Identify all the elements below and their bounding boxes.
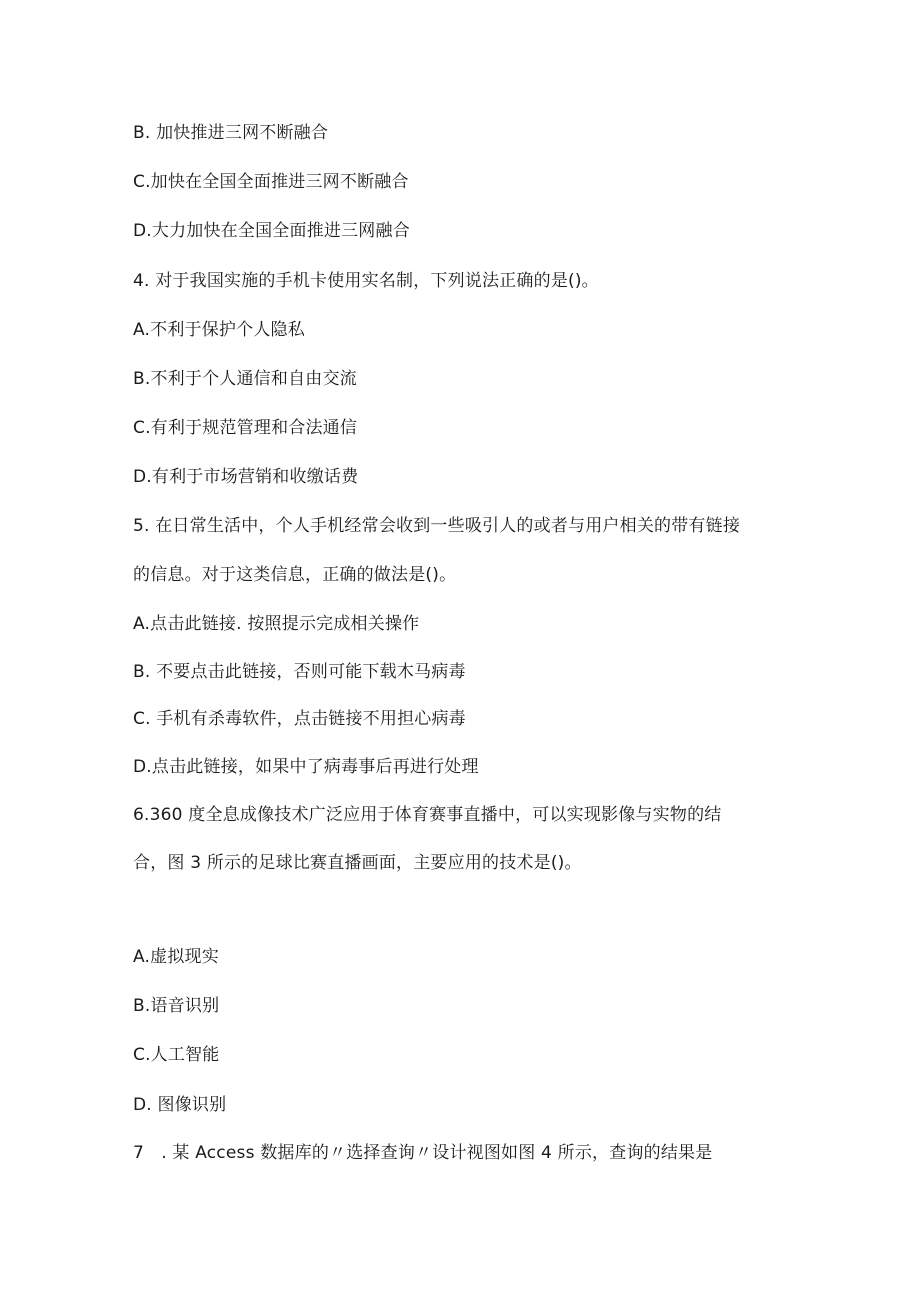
option-3d: D.大力加快在全国全面推进三网融合 (133, 221, 410, 241)
question-5-line-2: 的信息。对于这类信息，正确的做法是()。 (133, 565, 457, 585)
option-5c: C. 手机有杀毒软件，点击链接不用担心病毒 (133, 709, 466, 729)
option-4b: B.不利于个人通信和自由交流 (133, 369, 357, 389)
option-4a: A.不利于保护个人隐私 (133, 320, 305, 340)
question-6-line-2: 合，图 3 所示的足球比赛直播画面，主要应用的技术是()。 (133, 853, 582, 873)
option-5d: D.点击此链接，如果中了病毒事后再进行处理 (133, 757, 479, 777)
option-6d: D. 图像识别 (133, 1095, 227, 1115)
question-4: 4. 对于我国实施的手机卡使用实名制，下列说法正确的是()。 (133, 271, 599, 291)
option-5b: B. 不要点击此链接，否则可能下载木马病毒 (133, 662, 466, 682)
question-6-line-1: 6.360 度全息成像技术广泛应用于体育赛事直播中，可以实现影像与实物的结 (133, 805, 722, 825)
option-6b: B.语音识别 (133, 996, 220, 1016)
question-5-line-1: 5. 在日常生活中，个人手机经常会收到一些吸引人的或者与用户相关的带有链接 (133, 516, 741, 536)
option-4d: D.有利于市场营销和收缴话费 (133, 467, 359, 487)
option-3c: C.加快在全国全面推进三网不断融合 (133, 172, 409, 192)
option-5a: A.点击此链接. 按照提示完成相关操作 (133, 614, 420, 634)
option-3b: B. 加快推进三网不断融合 (133, 123, 329, 143)
question-7: 7 . 某 Access 数据库的〃选择查询〃设计视图如图 4 所示，查询的结果是 (133, 1143, 713, 1163)
option-6a: A.虚拟现实 (133, 947, 219, 967)
option-4c: C.有利于规范管理和合法通信 (133, 418, 358, 438)
option-6c: C.人工智能 (133, 1045, 220, 1065)
